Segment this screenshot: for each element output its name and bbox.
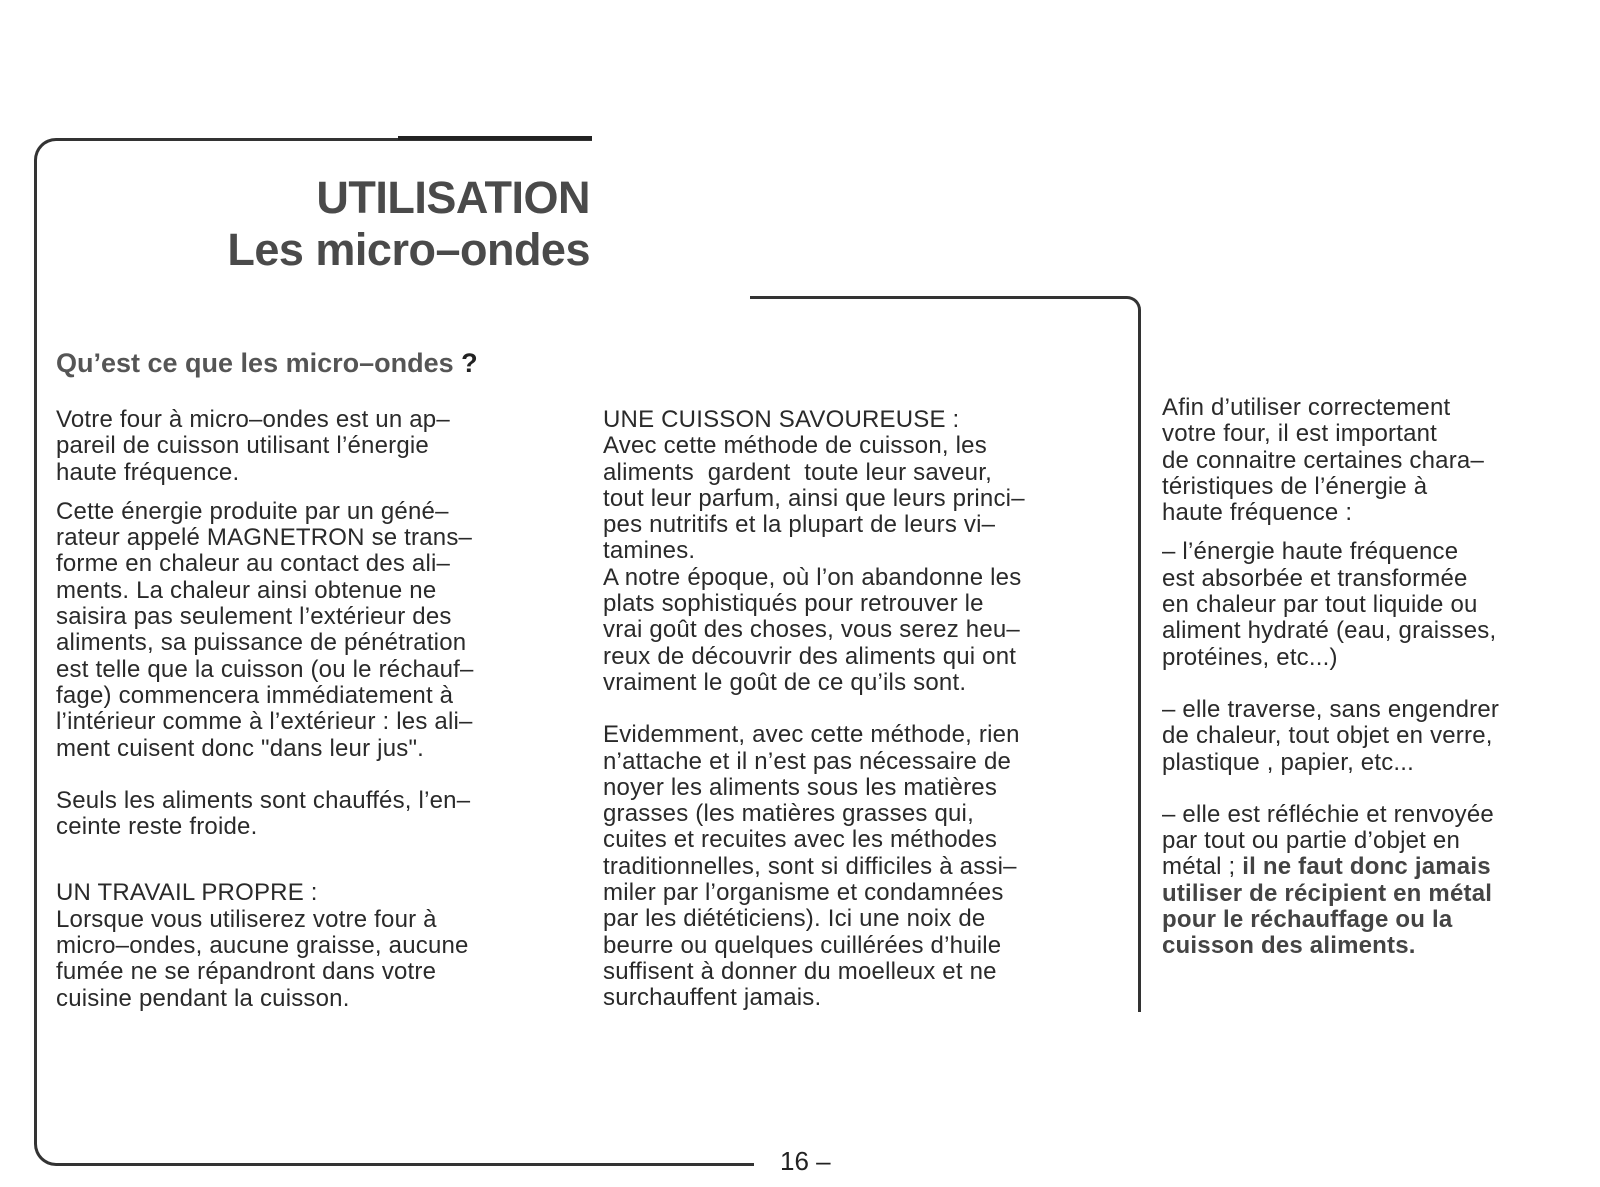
page-subtitle: Les micro–ondes bbox=[227, 224, 590, 275]
text-line: miler par l’organisme et condamnées bbox=[603, 879, 1004, 907]
text-line: par les diététiciens). Ici une noix de bbox=[603, 905, 986, 933]
paragraph bbox=[56, 407, 586, 486]
text-line: – elle traverse, sans engendrer bbox=[1162, 695, 1500, 723]
text-line: de chaleur, tout objet en verre, bbox=[1162, 722, 1493, 750]
text-line: cuisine pendant la cuisson. bbox=[56, 984, 350, 1012]
text-line: tout leur parfum, ainsi que leurs princi– bbox=[603, 484, 1025, 512]
text-line: votre four, il est important bbox=[1162, 420, 1438, 448]
section-question bbox=[56, 348, 478, 379]
text-line: rateur appelé MAGNETRON se trans– bbox=[56, 524, 473, 552]
text-line: – l’énergie haute fréquence bbox=[1162, 538, 1459, 566]
text-line: Evidemment, avec cette méthode, rien bbox=[603, 721, 1020, 749]
text-line: grasses (les matières grasses qui, bbox=[603, 800, 974, 828]
text-line: saisira pas seulement l’extérieur des bbox=[56, 603, 452, 631]
paragraph bbox=[56, 499, 586, 762]
text-line: forme en chaleur au contact des ali– bbox=[56, 550, 451, 578]
text-line: noyer les aliments sous les matières bbox=[603, 773, 998, 801]
text-line: vrai goût des choses, vous serez heu– bbox=[603, 616, 1020, 644]
frame-mask bbox=[592, 130, 772, 144]
paragraph bbox=[603, 722, 1133, 1011]
text-line: A notre époque, où l’on abandonne les bbox=[603, 563, 1022, 591]
text-line: tamines. bbox=[603, 537, 696, 565]
warning-text: il ne faut donc jamais bbox=[1235, 853, 1491, 881]
text-line: reux de découvrir des aliments qui ont bbox=[603, 642, 1017, 670]
question-mark: ? bbox=[461, 348, 478, 378]
text-line: ceinte reste froide. bbox=[56, 813, 258, 841]
text-line: Votre four à micro–ondes est un ap– bbox=[56, 406, 450, 433]
text-line: – elle est réfléchie et renvoyée bbox=[1162, 800, 1494, 828]
text-line: de connaitre certaines chara– bbox=[1162, 446, 1484, 474]
text-line: aliments gardent toute leur saveur, bbox=[603, 458, 992, 486]
text-line: plats sophistiqués pour retrouver le bbox=[603, 590, 984, 618]
text-line: pareil de cuisson utilisant l’énergie bbox=[56, 432, 429, 460]
text-line: haute fréquence. bbox=[56, 458, 240, 486]
text-line: en chaleur par tout liquide ou bbox=[1162, 591, 1478, 619]
paragraph bbox=[56, 907, 586, 1012]
text-line: aliments, sa puissance de pénétration bbox=[56, 629, 467, 657]
text-line: fage) commencera immédiatement à bbox=[56, 681, 454, 709]
warning-text: utiliser de récipient en métal bbox=[1162, 879, 1493, 907]
paragraph bbox=[1162, 697, 1592, 776]
text-line: micro–ondes, aucune graisse, aucune bbox=[56, 932, 469, 960]
text-line: Afin d’utiliser correctement bbox=[1162, 394, 1451, 421]
column-3 bbox=[1162, 395, 1592, 960]
page-title: UTILISATION bbox=[316, 172, 590, 223]
text-line: protéines, etc...) bbox=[1162, 643, 1338, 671]
paragraph bbox=[1162, 539, 1592, 670]
text-line: l’intérieur comme à l’extérieur : les ali– bbox=[56, 708, 473, 736]
paragraph bbox=[56, 788, 586, 841]
text-line: beurre ou quelques cuillérées d’huile bbox=[603, 931, 1002, 959]
text-line: métal ; bbox=[1162, 853, 1236, 881]
text-line: Lorsque vous utiliserez votre four à bbox=[56, 905, 437, 933]
text-line: suffisent à donner du moelleux et ne bbox=[603, 957, 997, 985]
text-line: ment cuisent donc "dans leur jus". bbox=[56, 734, 425, 762]
text-line: fumée ne se répandront dans votre bbox=[56, 958, 437, 986]
question-text: Qu’est ce que les micro–ondes bbox=[56, 348, 454, 378]
text-line: pes nutritifs et la plupart de leurs vi– bbox=[603, 511, 996, 539]
text-line: Seuls les aliments sont chauffés, l’en– bbox=[56, 786, 471, 814]
text-line: n’attache et il n’est pas nécessaire de bbox=[603, 747, 1012, 775]
text-line: est telle que la cuisson (ou le réchauf– bbox=[56, 655, 474, 683]
text-line: surchauffent jamais. bbox=[603, 984, 822, 1012]
title-block bbox=[150, 172, 590, 276]
text-line: par tout ou partie d’objet en bbox=[1162, 827, 1461, 855]
text-line: plastique , papier, etc... bbox=[1162, 748, 1415, 776]
section-heading: UN TRAVAIL PROPRE : bbox=[56, 879, 318, 907]
paragraph-warning bbox=[1162, 802, 1592, 960]
text-line: ments. La chaleur ainsi obtenue ne bbox=[56, 576, 437, 604]
column-1 bbox=[56, 407, 586, 1012]
text-line: téristiques de l’énergie à bbox=[1162, 472, 1428, 500]
paragraph bbox=[603, 433, 1133, 696]
column-2 bbox=[603, 407, 1133, 1012]
warning-text: cuisson des aliments. bbox=[1162, 932, 1416, 960]
text-line: vraiment le goût de ce qu’ils sont. bbox=[603, 668, 967, 696]
text-line: traditionnelles, sont si difficiles à assi– bbox=[603, 852, 1017, 880]
text-line: est absorbée et transformée bbox=[1162, 564, 1468, 592]
text-line: Avec cette méthode de cuisson, les bbox=[603, 432, 987, 460]
text-line: Cette énergie produite par un géné– bbox=[56, 497, 449, 525]
text-line: aliment hydraté (eau, graisses, bbox=[1162, 617, 1497, 645]
page-number: 16 – bbox=[780, 1146, 831, 1176]
frame-top-rule bbox=[398, 136, 592, 140]
section-heading: UNE CUISSON SAVOUREUSE : bbox=[603, 406, 960, 433]
warning-text: pour le réchauffage ou la bbox=[1162, 906, 1453, 934]
text-line: haute fréquence : bbox=[1162, 499, 1353, 527]
text-line: cuites et recuites avec les méthodes bbox=[603, 826, 998, 854]
paragraph bbox=[1162, 395, 1592, 526]
